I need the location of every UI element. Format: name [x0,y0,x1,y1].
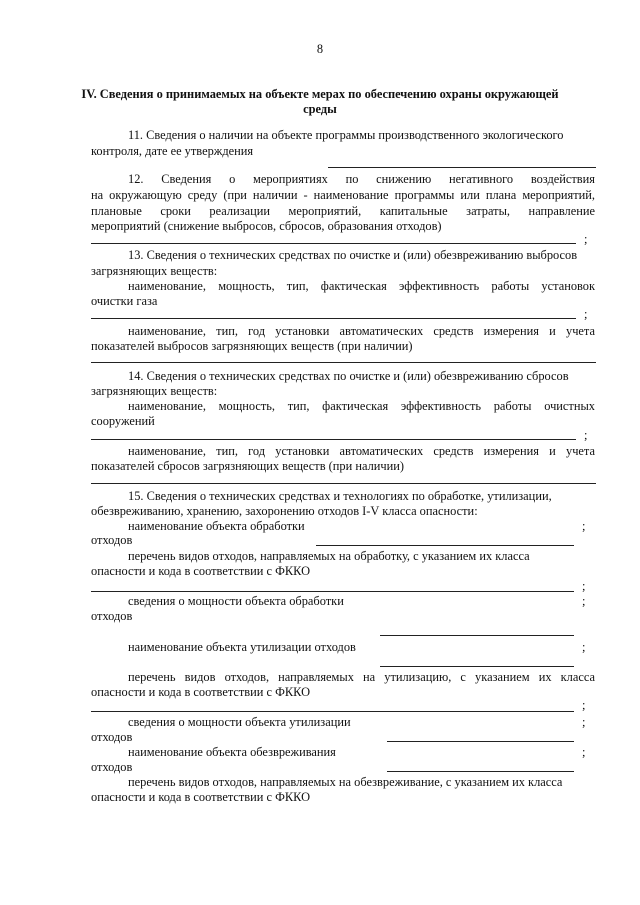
item-14b-line-2: показателей сбросов загрязняющих веществ (при наличии) [91,459,405,473]
field-utilization-waste-list-line-2: опасности и кода в соответствии с ФККО [91,685,311,699]
section-title-line-2: среды [303,102,337,116]
item-12-line-1: 12. Сведения о мероприятиях по снижению негативного воздействия [128,172,595,186]
field-processing-capacity-line-2: отходов [91,609,133,623]
field-utilization-waste-list-line [91,711,574,712]
field-processing-object-line-2: отходов [91,533,133,547]
field-utilization-object: наименование объекта утилизации отходов [128,640,356,654]
item-14b-fill-line [91,483,596,484]
item-14a-fill-line [91,439,576,440]
field-processing-capacity-line-1: сведения о мощности объекта обработки [128,594,344,608]
item-12-line-2: на окружающую среду (при наличии - наименование программы или плана мероприятий, [91,188,595,202]
section-title-line-1: IV. Сведения о принимаемых на объекте мерах по обеспечению охраны окружающей [81,87,559,101]
item-13-line-1: 13. Сведения о технических средствах по очистке и (или) обезвреживанию выбросов [128,248,578,262]
field-utilization-capacity-line-1: сведения о мощности объекта утилизации [128,715,351,729]
item-13a-fill-line [91,318,576,319]
item-15-line-2: обезвреживанию, хранению, захоронению отходов I-V класса опасности: [91,504,478,518]
field-utilization-object-top-line [380,635,574,636]
field-processing-waste-list-semicolon: ; [582,579,586,593]
field-processing-waste-list-line-1: перечень видов отходов, направляемых на обработку, с указанием их класса [128,549,530,563]
field-neutralization-object-line [387,771,574,772]
item-12-line-3: плановые сроки реализации мероприятий, капитальные затраты, направление [91,204,595,218]
field-utilization-object-line [380,666,574,667]
field-utilization-capacity-line [387,741,574,742]
field-processing-object-line [316,545,574,546]
item-13b-line-2: показателей выбросов загрязняющих веществ (при наличии) [91,339,413,353]
item-12-line-4: мероприятий (снижение выбросов, сбросов, образования отходов) [91,219,442,233]
item-11-fill-line [328,167,596,168]
field-utilization-capacity-semicolon: ; [582,715,586,729]
item-12-semicolon: ; [584,232,588,246]
item-14b-line-1: наименование, тип, год установки автоматических средств измерения и учета [128,444,595,458]
field-neutralization-object-line-2: отходов [91,760,133,774]
item-14a-line-2: сооружений [91,414,155,428]
item-13a-line-1: наименование, мощность, тип, фактическая эффективность работы установок [128,279,595,293]
item-12-fill-line [91,243,576,244]
field-processing-waste-list-line-2: опасности и кода в соответствии с ФККО [91,564,311,578]
item-13a-semicolon: ; [584,307,588,321]
item-13b-fill-line [91,362,596,363]
field-neutralization-object-semicolon: ; [582,745,586,759]
item-15-line-1: 15. Сведения о технических средствах и технологиях по обработке, утилизации, [128,489,552,503]
field-processing-object-semicolon: ; [582,519,586,533]
item-14a-semicolon: ; [584,428,588,442]
item-13b-line-1: наименование, тип, год установки автоматических средств измерения и учета [128,324,595,338]
field-neutralization-object-line-1: наименование объекта обезвреживания [128,745,336,759]
item-14a-line-1: наименование, мощность, тип, фактическая эффективность работы очистных [128,399,595,413]
field-utilization-waste-list-line-1: перечень видов отходов, направляемых на утилизацию, с указанием их класса [128,670,595,684]
field-utilization-object-semicolon: ; [582,640,586,654]
item-14-line-2: загрязняющих веществ: [91,384,218,398]
field-processing-object-line-1: наименование объекта обработки [128,519,305,533]
item-11-line-1: 11. Сведения о наличии на объекте программы производственного экологического [128,128,564,142]
item-13-line-2: загрязняющих веществ: [91,264,218,278]
item-13a-line-2: очистки газа [91,294,158,308]
field-neutralization-waste-list-line-1: перечень видов отходов, направляемых на обезвреживание, с указанием их класса [128,775,563,789]
field-neutralization-waste-list-line-2: опасности и кода в соответствии с ФККО [91,790,311,804]
field-processing-waste-list-line [91,591,574,592]
field-utilization-waste-list-semicolon: ; [582,698,586,712]
item-11-line-2: контроля, дате ее утверждения [91,144,254,158]
field-utilization-capacity-line-2: отходов [91,730,133,744]
item-14-line-1: 14. Сведения о технических средствах по очистке и (или) обезвреживанию сбросов [128,369,569,383]
page-number: 8 [316,42,324,56]
field-processing-capacity-semicolon: ; [582,594,586,608]
